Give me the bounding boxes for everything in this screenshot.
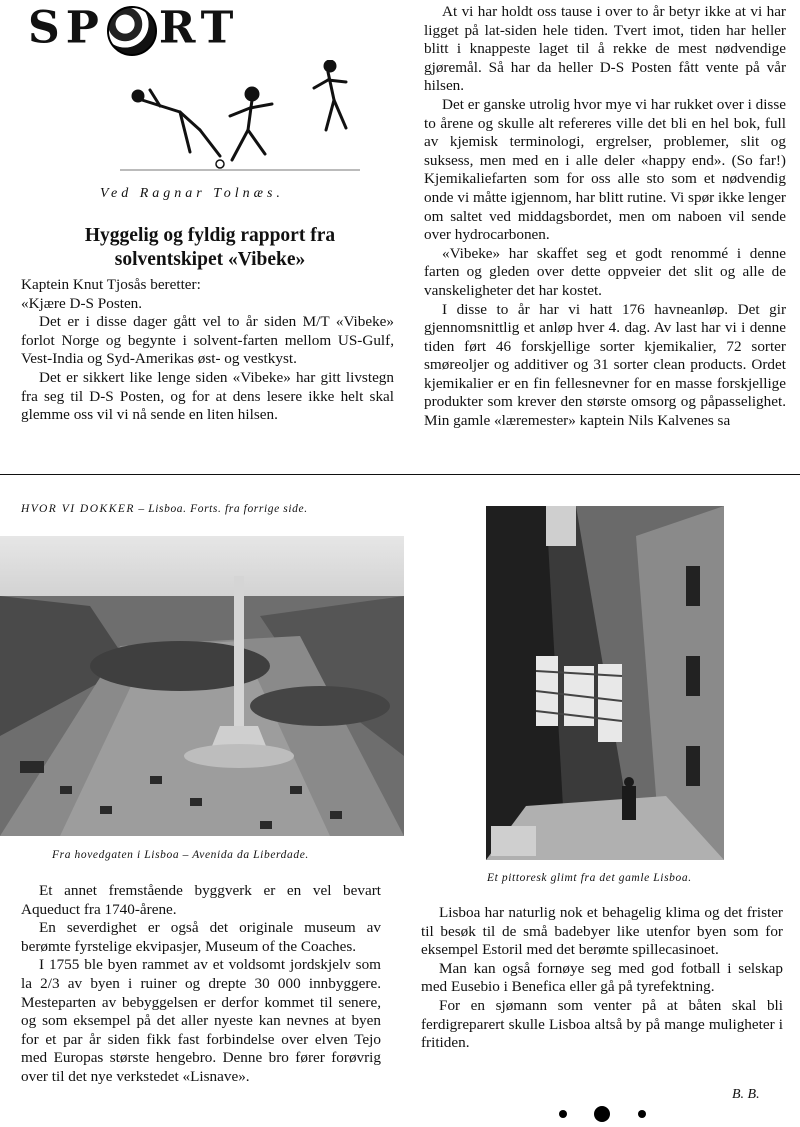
photo-avenida-da-liberdade: [0, 536, 404, 836]
right-column-bottom: [421, 904, 783, 1053]
paragraph: Det er i disse dager gått vel to år siden M/T «Vibeke» forlot Norge og begynte i solvent-farten mellom US-Gulf, Vest-India og Syd-Amerikas øst- og vestkyst.: [21, 313, 394, 368]
paragraph: Det er sikkert like lenge siden «Vibeke» har gitt livstegn fra seg til D-S Posten, og for at dens lesere ikke helt skal glemme oss vil vi nå sende en liten hilsen.: [21, 368, 394, 424]
paragraph: Man kan også fornøye seg med god fotball i selskap med Eusebio i Benefica eller gå på tyrefektning.: [421, 959, 783, 996]
football-players-illustration: [120, 60, 360, 175]
ornament-dot-small: [638, 1110, 646, 1118]
ornament-dot-small: [559, 1110, 567, 1118]
section-label: HVOR VI DOKKER – Lisboa. Forts. fra forrige side.: [21, 503, 308, 515]
football-icon: [107, 6, 157, 56]
paragraph: At vi har holdt oss tause i over to år betyr ikke at vi har ligget på lat-siden hele tiden. Tvert imot, tiden har heller blitt i knappeste laget til å rekke de mest nødvendige gjøremål. Så har da heller D-S Posten fått vente på vår hilsen.: [424, 3, 786, 95]
byline: Ved Ragnar Tolnæs.: [100, 186, 284, 201]
section-divider: [0, 474, 800, 475]
signature: B. B.: [732, 1087, 760, 1102]
sport-masthead: SP RT: [28, 6, 239, 56]
paragraph: Lisboa har naturlig nok et behagelig klima og det frister til besøk til de små badebyer like utenfor byen som for eksempel Estoril med det berømte spillecasinoet.: [421, 904, 783, 959]
paragraph: «Kjære D-S Posten.: [21, 294, 143, 312]
paragraph: I disse to år har vi hatt 176 havneanløp. Det gir gjennomsnittlig et anløp hver 4. dag. Av last har vi i denne tiden ført 46 forskjellige sorter kjemikalier, 72 sorter smøreoljer og additiver og 31 sorter clean products. Ordet kjemikalier er en fin fellesnevner for en masse forskjellige produkter som krever den største omsorg og påpasselighet. Min gamle «læremester» kaptein Nils Kalvenes sa: [424, 300, 786, 430]
left-column-top: [21, 276, 394, 425]
paragraph: Kaptein Knut Tjosås beretter:: [21, 276, 201, 293]
ornament-dot-large: [594, 1106, 610, 1122]
paragraph: En severdighet er også det originale museum av berømte fyrstelige ekvipasjer, Museum of the Coaches.: [21, 919, 381, 955]
paragraph: For en sjømann som venter på at båten skal bli ferdigreparert skulle Lisboa altså by på mange muligheter i fritiden.: [421, 996, 783, 1052]
right-column-top: [424, 3, 786, 431]
article-headline: Hyggelig og fyldig rapport fra solventskipet «Vibeke»: [84, 225, 336, 270]
paragraph: Et annet fremstående byggverk er en vel bevart Aqueduct fra 1740-årene.: [21, 882, 381, 918]
paragraph: Det er ganske utrolig hvor mye vi har rukket over i disse to årene og skulle alt refereres ville det bli en hel bok, full av kjemisk terminologi, ergrelser, problemer, slit og suksess, men med en i alle deler «happy end». (So far!) Kjemikaliefarten som for oss alle sto som et nødvendig onde vi måtte igjennom, har blitt rutine. Vi spør ikke lenger om saltet ved middagsbordet, men om naboen vil sende over hydrocarbonen.: [424, 95, 786, 244]
caption-left-photo: Fra hovedgaten i Lisboa – Avenida da Liberdade.: [52, 849, 309, 861]
left-column-bottom: [21, 882, 381, 1087]
caption-right-photo: Et pittoresk glimt fra det gamle Lisboa.: [487, 872, 692, 884]
paragraph: «Vibeke» har skaffet seg et godt renommé i denne farten og gleden over dette oppveier det slit og alle de vanskeligheter det har kostet.: [424, 244, 786, 299]
photo-old-lisboa: [486, 506, 724, 860]
paragraph: I 1755 ble byen rammet av et voldsomt jordskjelv som la 2/3 av byen i ruiner og drepte 30 000 innbyggere. Mesteparten av bebyggelsen er derfor kommet til senere, og som eksempel på det aller nyeste kan nevnes at byen for et par år siden fikk fast forbindelse over elven Tejo med Europas største hengebro. Denne bro fører forøvrig over til det nye verkstedet «Lisnave».: [21, 956, 381, 1085]
